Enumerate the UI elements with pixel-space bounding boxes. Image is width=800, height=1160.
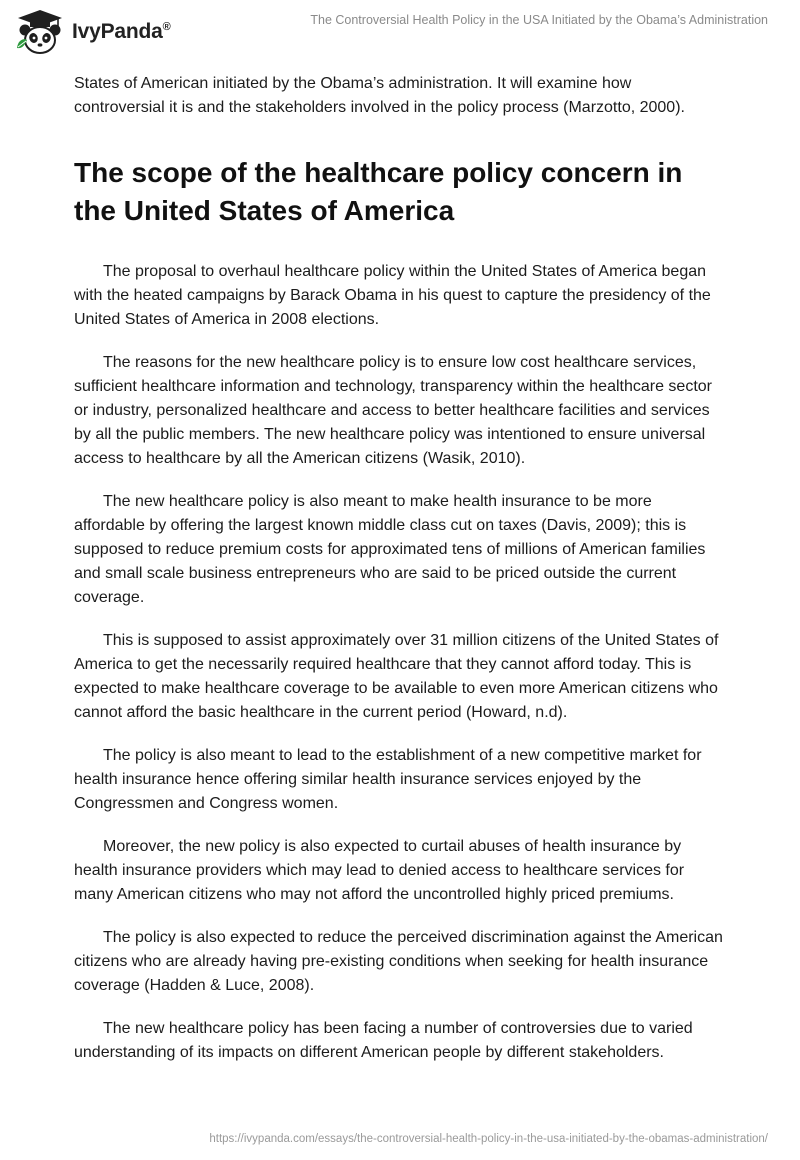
paragraph: The policy is also expected to reduce the perceived discrimination against the American citizens who are already having pre-existing conditions when seeking for health insurance coverage (Hadden & Luce, 2008). [74,929,723,994]
paragraph: The new healthcare policy has been facing a number of controversies due to varied understanding of its impacts on different American people by different stakeholders. [74,1020,693,1061]
panda-graduate-icon [14,8,66,56]
source-url[interactable]: https://ivypanda.com/essays/the-controversial-health-policy-in-the-usa-initiated-by-the-obamas-administration/ [209,1133,768,1145]
ivypanda-logo[interactable] [14,8,204,56]
paragraph: The proposal to overhaul healthcare policy within the United States of America began with the heated campaigns by Barack Obama in his quest to capture the presidency of the United States of America in 2008 elections. [74,263,711,328]
brand-name: IvyPanda® [72,20,171,43]
lead-paragraph: States of American initiated by the Obama’s administration. It will examine how controversial it is and the stakeholders involved in the policy process (Marzotto, 2000). [74,75,685,116]
paragraph: This is supposed to assist approximately over 31 million citizens of the United States of America to get the necessarily required healthcare that they cannot afford today. This is expected to make healthcare coverage to be available to even more American citizens who cannot afford the basic healthcare in the current period (Howard, n.d). [74,632,719,721]
document-title: The Controversial Health Policy in the USA Initiated by the Obama’s Administration [310,13,768,27]
page-header [0,0,800,64]
paragraph: The new healthcare policy is also meant to make health insurance to be more affordable by offering the largest known middle class cut on taxes (Davis, 2009); this is supposed to reduce premium costs for approximated tens of millions of American families and small scale business entrepreneurs who are said to be priced outside the current coverage. [74,493,706,606]
paragraph: The reasons for the new healthcare policy is to ensure low cost healthcare services, sufficient healthcare information and technology, transparency within the healthcare sector or industry, personalized healthcare and access to better healthcare facilities and services by all the public members. The new healthcare policy was intentioned to ensure universal access to healthcare by all the American citizens (Wasik, 2010). [74,354,712,467]
paragraph: The policy is also meant to lead to the establishment of a new competitive market for health insurance hence offering similar health insurance services enjoyed by the Congressmen and Congress women. [74,747,702,812]
essay-content [74,72,724,1084]
section-heading: The scope of the healthcare policy concern in the United States of America [74,157,683,226]
paragraph: Moreover, the new policy is also expected to curtail abuses of health insurance by health insurance providers which may lead to denied access to healthcare services for many American citizens who may not afford the uncontrolled highly priced premiums. [74,838,685,903]
